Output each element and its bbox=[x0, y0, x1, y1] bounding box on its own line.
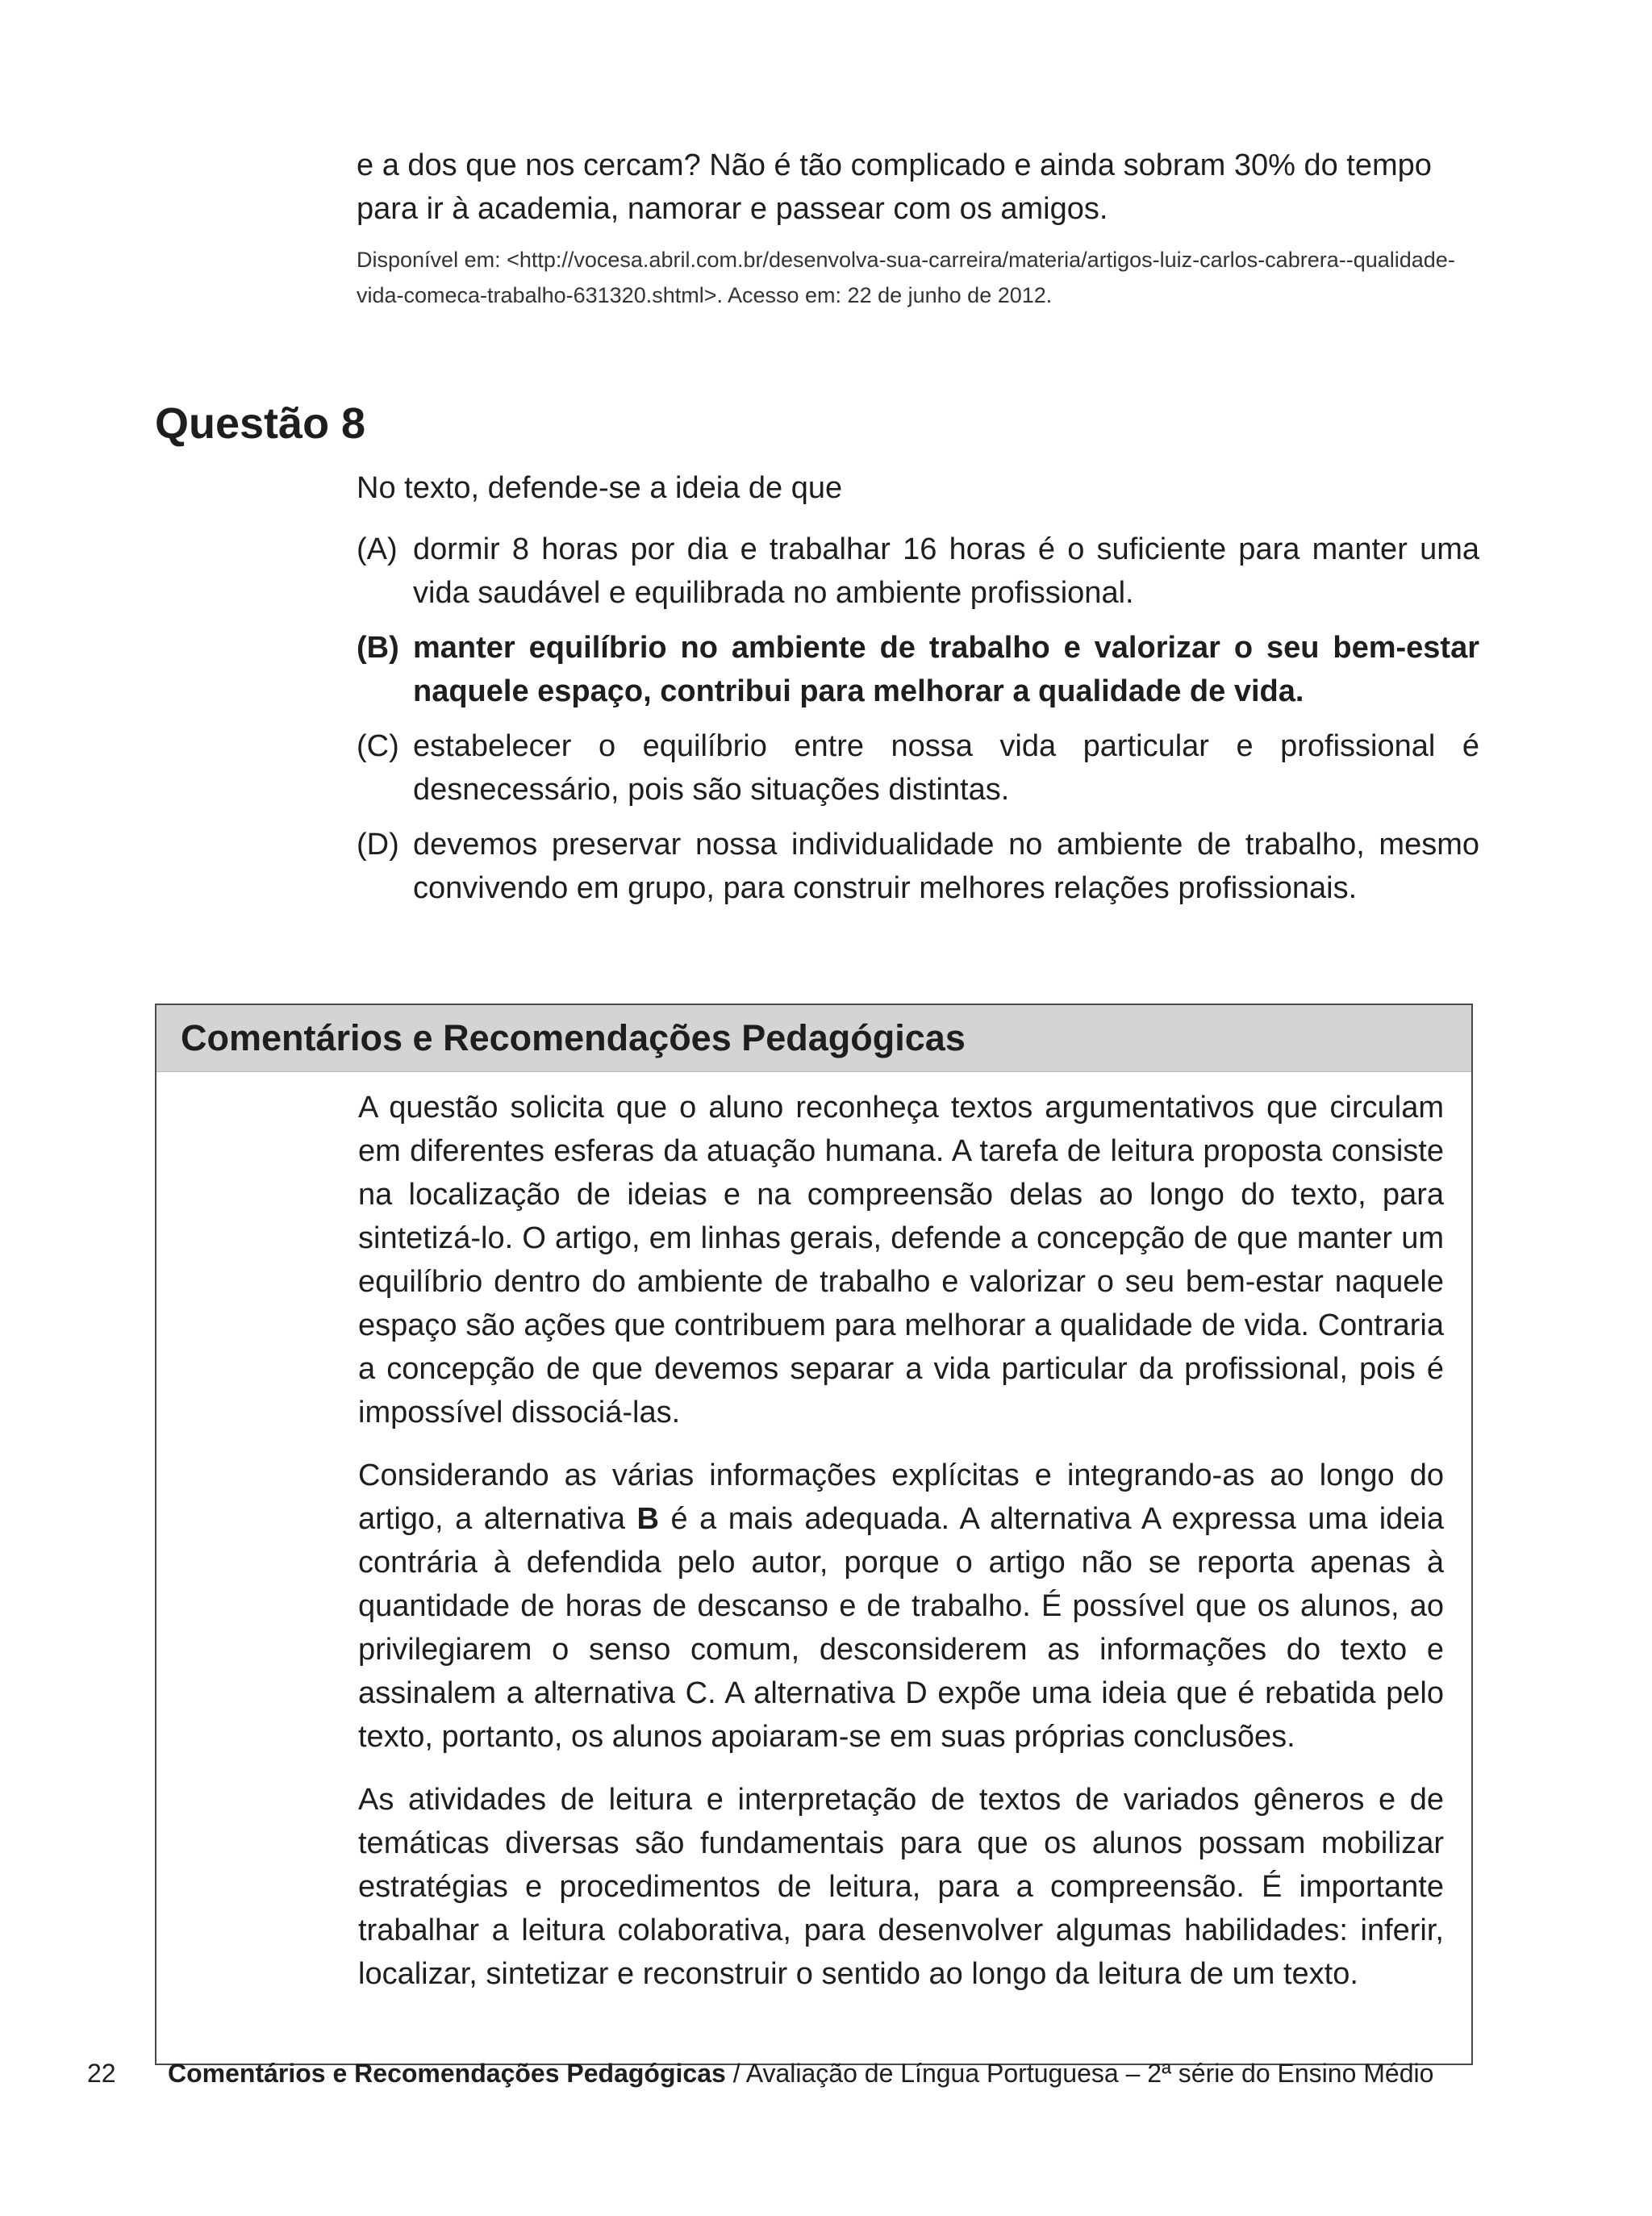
footer-text bbox=[168, 2055, 1433, 2091]
alternative-letter: (B) bbox=[357, 631, 399, 665]
intro-text: e a dos que nos cercam? Não é tão complicado e ainda sobram 30% do tempo para ir à academia, namorar e passear com os amigos. bbox=[357, 148, 1432, 226]
question-stem: No texto, defende-se a ideia de que bbox=[357, 471, 843, 505]
paragraph-text: é a mais adequada. A alternativa A expressa uma ideia contrária à defendida pelo autor, porque o artigo não se reporta apenas à quantidade de horas de descanso e de trabalho. É possível que os alunos, ao privilegiarem o senso comum, desconsiderem as informações do texto e assinalem a alternativa C. A alternativa D expõe uma ideia que é rebatida pelo texto, portanto, os alunos apoiaram-se em suas próprias conclusões. bbox=[358, 1502, 1444, 1754]
paragraph-text: Considerando as várias informações explícitas e integrando-as ao longo do artigo, a alternativa bbox=[358, 1459, 1444, 1536]
question-block bbox=[357, 466, 1479, 921]
page-footer bbox=[87, 2055, 1539, 2091]
alternative-c bbox=[357, 724, 1479, 812]
comments-paragraph-2 bbox=[358, 1454, 1444, 1759]
footer-section: Comentários e Recomendações Pedagógicas bbox=[168, 2059, 726, 2088]
alternative-letter: (C) bbox=[357, 729, 399, 763]
comments-body bbox=[358, 1086, 1444, 2015]
alternative-d bbox=[357, 823, 1479, 910]
comments-paragraph-1: A questão solicita que o aluno reconheça textos argumentativos que circulam em diferentes esferas da atuação humana. A tarefa de leitura proposta consiste na localização de ideias e na compreensão delas ao longo do texto, para sintetizá-lo. O artigo, em linhas gerais, defende a concepção de que manter um equilíbrio dentro do ambiente de trabalho e valorizar o seu bem-estar naquele espaço são ações que contribuem para melhorar a qualidade de vida. Contraria a concepção de que devemos separar a vida particular da profissional, pois é impossível dissociá-las. bbox=[358, 1091, 1444, 1429]
alternative-letter: (D) bbox=[357, 828, 399, 862]
comments-paragraph-3: As atividades de leitura e interpretação de textos de variados gêneros e de temáticas diversas são fundamentais para que os alunos possam mobilizar estratégias e procedimentos de leitura, para a compreensão. É importante trabalhar a leitura colaborativa, para desenvolver algumas habilidades: inferir, localizar, sintetizar e reconstruir o sentido ao longo da leitura de um texto. bbox=[358, 1783, 1444, 1991]
alternative-text: manter equilíbrio no ambiente de trabalho e valorizar o seu bem-estar naquele espaço, contribui para melhorar a qualidade de vida. bbox=[413, 631, 1479, 708]
comments-header bbox=[156, 1005, 1471, 1072]
page-number: 22 bbox=[87, 2059, 116, 2088]
alternative-text: estabelecer o equilíbrio entre nossa vida particular e profissional é desnecessário, pois são situações distintas. bbox=[413, 729, 1479, 807]
question-title: Questão 8 bbox=[155, 399, 366, 448]
alternative-text: devemos preservar nossa individualidade no ambiente de trabalho, mesmo convivendo em grupo, para construir melhores relações profissionais. bbox=[413, 828, 1479, 905]
footer-rest: / Avaliação de Língua Portuguesa – 2ª série do Ensino Médio bbox=[725, 2059, 1434, 2088]
comments-box bbox=[155, 1004, 1473, 2065]
alternative-text: dormir 8 horas por dia e trabalhar 16 horas é o suficiente para manter uma vida saudável e equilibrada no ambiente profissional. bbox=[413, 532, 1479, 610]
source-citation: Disponível em: <http://vocesa.abril.com.br/desenvolva-sua-carreira/materia/artigos-luiz-carlos-cabrera--qualidade-vida-comeca-trabalho-631320.shtml>. Acesso em: 22 de junho de 2012. bbox=[357, 248, 1455, 307]
comments-title: Comentários e Recomendações Pedagógicas bbox=[181, 1017, 966, 1058]
alternative-a bbox=[357, 528, 1479, 615]
alternatives-list bbox=[357, 528, 1479, 910]
intro-excerpt bbox=[357, 144, 1478, 313]
alternative-b-correct bbox=[357, 626, 1479, 713]
alternative-letter: (A) bbox=[357, 532, 398, 566]
answer-highlight: B bbox=[636, 1502, 659, 1536]
